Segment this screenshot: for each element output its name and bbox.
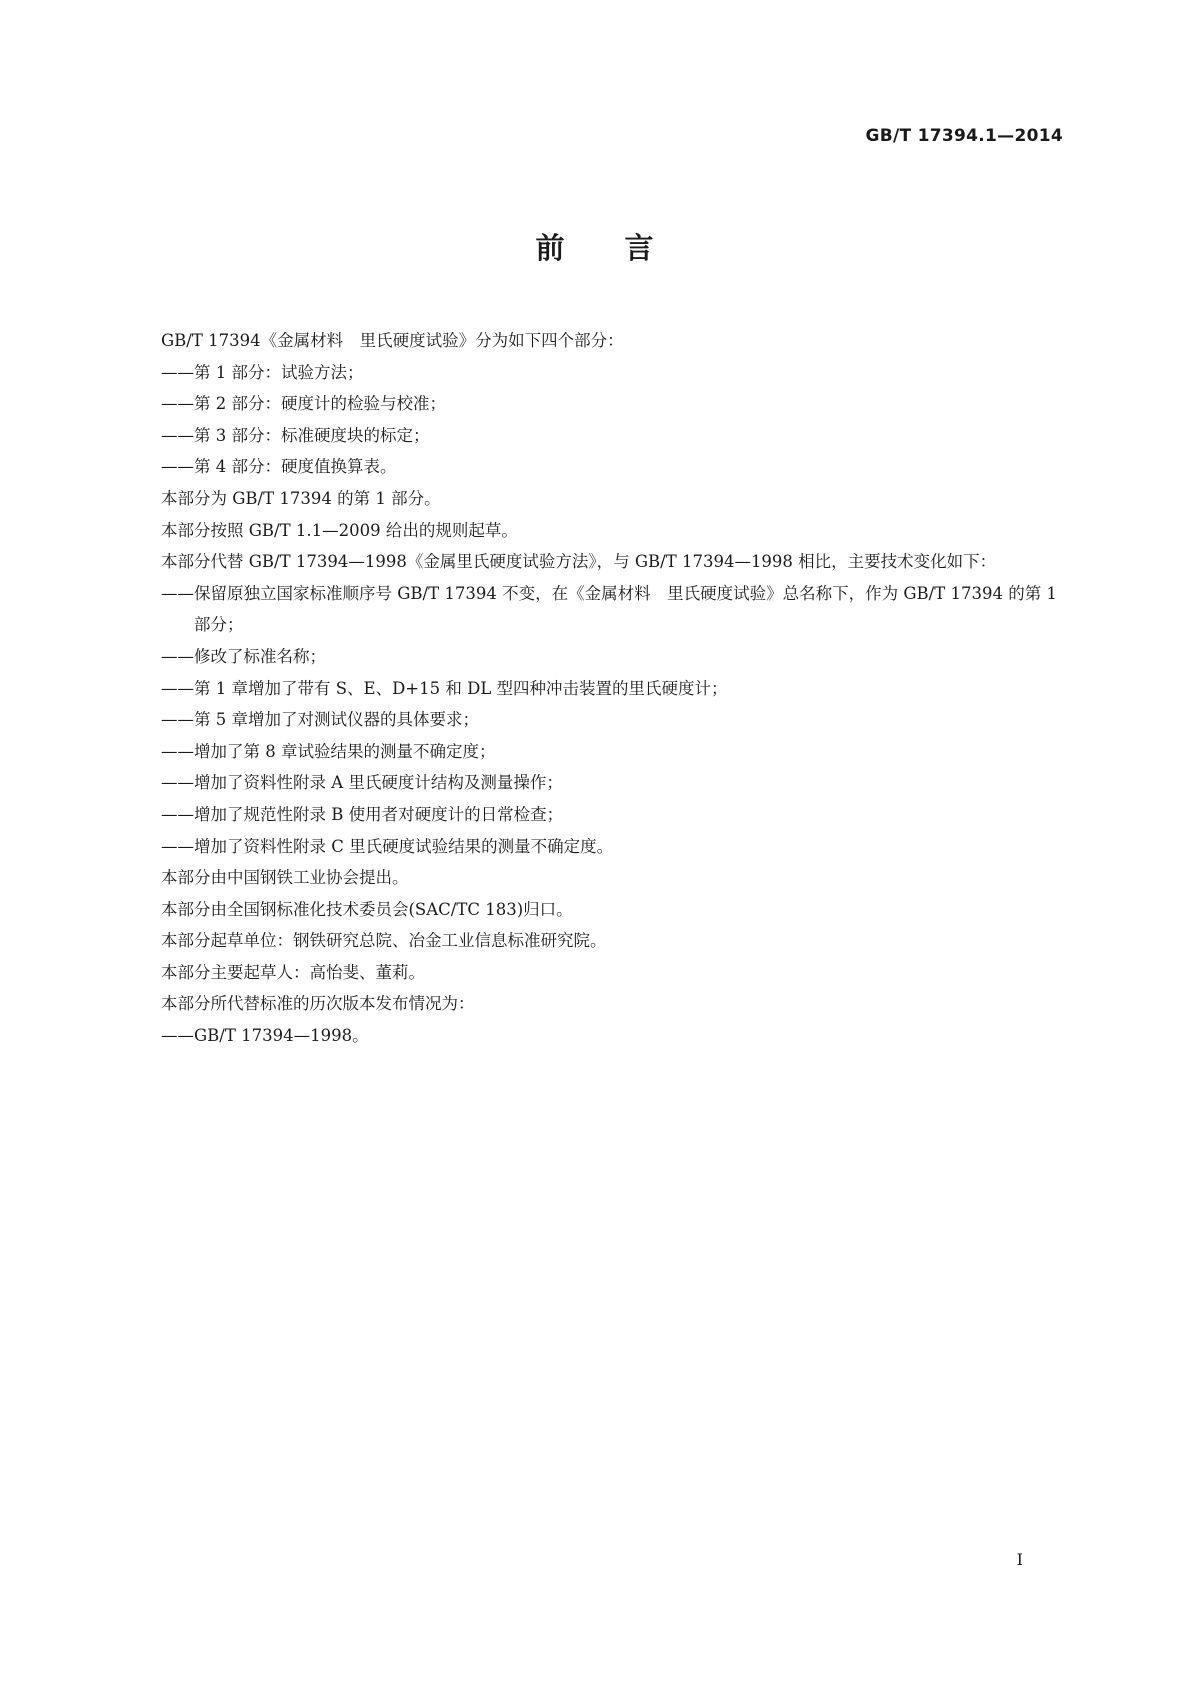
- change-list-item: ——增加了资料性附录 C 里氏硬度试验结果的测量不确定度。: [161, 836, 614, 856]
- change-list-item: ——保留原独立国家标准顺序号 GB/T 17394 不变，在《金属材料 里氏硬度试验》总名称下，作为 GB/T 17394 的第 1 部分；: [161, 583, 1057, 635]
- standard-number: GB/T 17394.1—2014: [865, 126, 1063, 146]
- replacement-paragraph: 本部分代替 GB/T 17394—1998《金属里氏硬度试验方法》，与 GB/T 17394—1998 相比，主要技术变化如下：: [161, 552, 997, 572]
- change-list-item: ——增加了第 8 章试验结果的测量不确定度；: [161, 741, 496, 761]
- drafters: 本部分主要起草人：高怡斐、董莉。: [161, 962, 425, 982]
- title-char-2: 言: [624, 231, 656, 265]
- part-statement: 本部分为 GB/T 17394 的第 1 部分。: [161, 488, 441, 508]
- proposed-by: 本部分由中国钢铁工业协会提出。: [161, 868, 409, 888]
- history-intro: 本部分所代替标准的历次版本发布情况为：: [161, 994, 475, 1014]
- change-list-item: ——修改了标准名称；: [161, 646, 326, 666]
- page-title: [0, 226, 1191, 267]
- intro-paragraph: GB/T 17394《金属材料 里氏硬度试验》分为如下四个部分：: [161, 331, 624, 350]
- change-list-item: ——增加了资料性附录 A 里氏硬度计结构及测量操作；: [161, 773, 563, 793]
- part-list-item: ——第 2 部分：硬度计的检验与校准；: [161, 394, 446, 414]
- part-list-item: ——第 3 部分：标准硬度块的标定；: [161, 425, 430, 445]
- change-list-item: ——增加了规范性附录 B 使用者对硬度计的日常检查；: [161, 804, 564, 824]
- drafting-units: 本部分起草单位：钢铁研究总院、冶金工业信息标准研究院。: [161, 931, 607, 951]
- part-list-item: ——第 1 部分：试验方法；: [161, 362, 364, 382]
- title-char-1: 前: [535, 231, 567, 265]
- part-list-item: ——第 4 部分：硬度值换算表。: [161, 457, 397, 477]
- page-number: I: [1016, 1550, 1023, 1569]
- change-list-item: ——第 5 章增加了对测试仪器的具体要求；: [161, 710, 479, 730]
- history-list-item: ——GB/T 17394—1998。: [161, 1026, 369, 1046]
- change-list-item: ——第 1 章增加了带有 S、E、D+15 和 DL 型四种冲击装置的里氏硬度计；: [161, 678, 728, 698]
- drafting-rules: 本部分按照 GB/T 1.1—2009 给出的规则起草。: [161, 520, 518, 540]
- centralized-by: 本部分由全国钢标准化技术委员会(SAC/TC 183)归口。: [161, 899, 573, 919]
- foreword-body: [128, 325, 1065, 1052]
